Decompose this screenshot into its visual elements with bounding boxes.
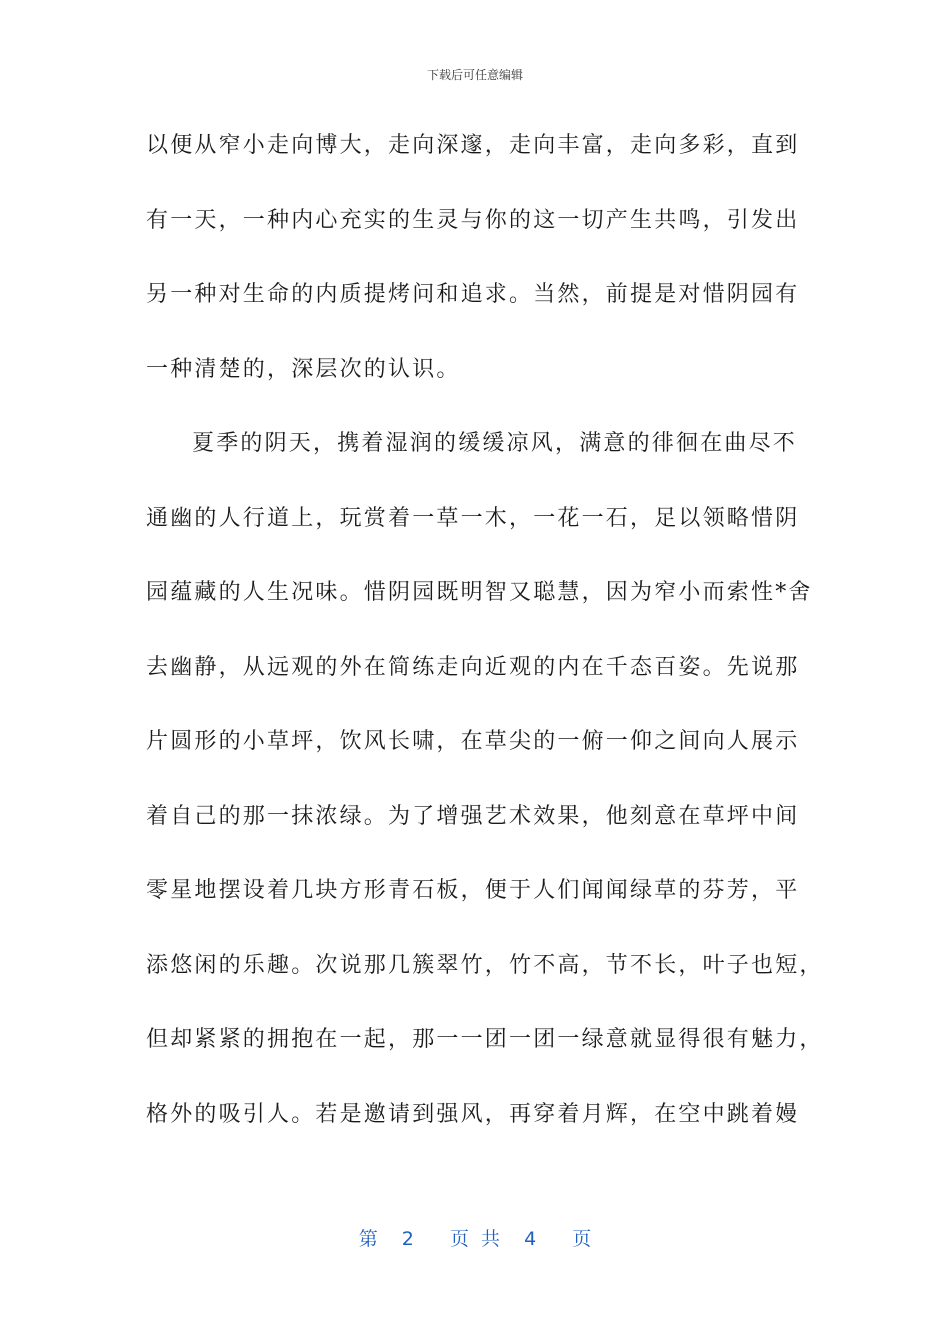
text-line: 着自己的那一抹浓绿。为了增强艺术效果，他刻意在草坪中间 <box>146 803 800 829</box>
text-line: 夏季的阴天，携着湿润的缓缓凉风，满意的徘徊在曲尽不 <box>192 431 798 456</box>
text-line: 通幽的人行道上，玩赏着一草一木，一花一石，足以领略惜阴 <box>146 505 800 531</box>
text-line: 片圆形的小草坪，饮风长啸，在草尖的一俯一仰之间向人展示 <box>146 729 800 754</box>
text-line: 以便从窄小走向博大，走向深邃，走向丰富，走向多彩，直到 <box>146 133 800 158</box>
text-line: 去幽静，从远观的外在简练走向近观的内在千态百姿。先说那 <box>146 654 800 680</box>
text-line: 园蕴藏的人生况味。惜阴园既明智又聪慧，因为窄小而索性*舍 <box>146 580 813 605</box>
text-line: 但却紧紧的拥抱在一起，那一一团一团一绿意就显得很有魅力， <box>146 1027 824 1052</box>
header-note: 下载后可任意编辑 <box>426 68 523 82</box>
text-line: 零星地摆设着几块方形青石板，便于人们闻闻绿草的芬芳，平 <box>146 878 800 903</box>
body-text <box>146 120 824 1163</box>
text-line: 一种清楚的，深层次的认识。 <box>146 356 461 382</box>
text-line: 有一天，一种内心充实的生灵与你的这一切产生共鸣，引发出 <box>146 207 800 233</box>
text-line: 另一种对生命的内质提烤问和追求。当然，前提是对惜阴园有 <box>146 282 800 307</box>
text-line: 格外的吸引人。若是邀请到强风，再穿着月辉，在空中跳着嫚 <box>146 1101 800 1127</box>
page-number-footer: 第 2 页 共 4 页 <box>358 1228 592 1250</box>
text-line: 添悠闲的乐趣。次说那几簇翠竹，竹不高，节不长，叶子也短， <box>146 952 824 978</box>
